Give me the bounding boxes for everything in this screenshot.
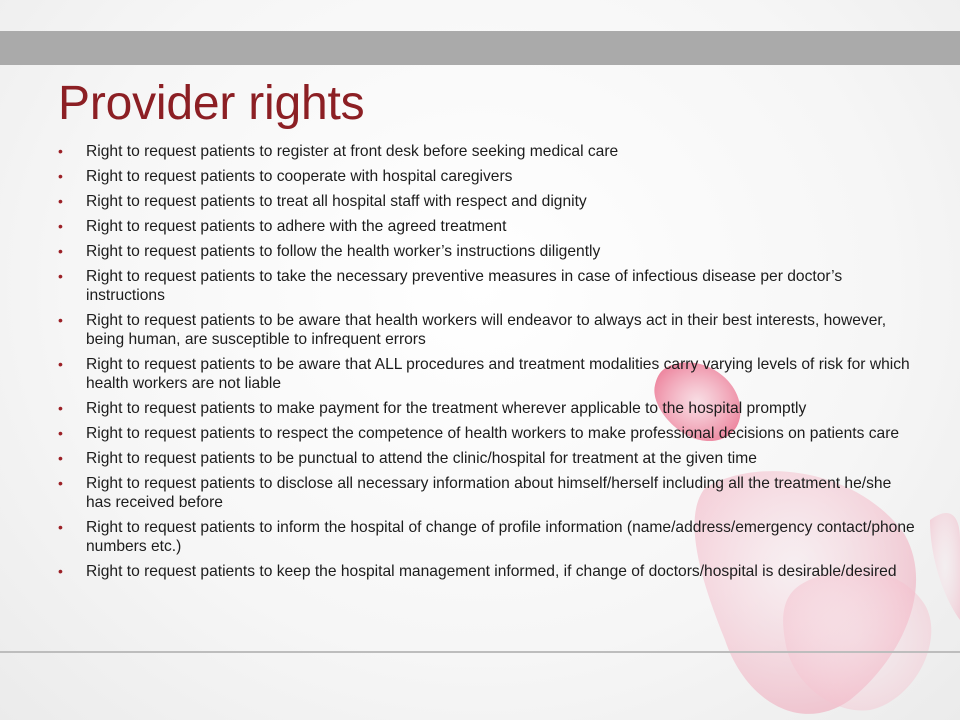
bullet-list (58, 142, 918, 587)
bullet-item (58, 192, 918, 211)
bullet-dot-icon: • (58, 193, 63, 209)
bullet-dot-icon: • (58, 519, 63, 535)
bullet-dot-icon: • (58, 218, 63, 234)
slide-title: Provider rights (58, 77, 365, 130)
bullet-item (58, 167, 918, 186)
bullet-dot-icon: • (58, 400, 63, 416)
bullet-item (58, 424, 918, 443)
bullet-text: Right to request patients to adhere with the agreed treatment (86, 218, 507, 235)
bullet-dot-icon: • (58, 312, 63, 328)
bullet-text: Right to request patients to disclose all necessary information about himself/herself including all the treatment he/she has received before (86, 475, 892, 511)
bullet-dot-icon: • (58, 356, 63, 372)
bullet-text: Right to request patients to keep the hospital management informed, if change of doctors/hospital is desirable/desired (86, 563, 897, 580)
bullet-text: Right to request patients to treat all hospital staff with respect and dignity (86, 193, 587, 210)
bullet-text: Right to request patients to be aware that health workers will endeavor to always act in their best interests, however, being human, are susceptible to infrequent errors (86, 312, 887, 348)
bullet-text: Right to request patients to inform the hospital of change of profile information (name/address/emergency contact/phone numbers etc.) (86, 519, 915, 555)
bullet-dot-icon: • (58, 143, 63, 159)
bullet-text: Right to request patients to make payment for the treatment wherever applicable to the hospital promptly (86, 400, 807, 417)
bullet-dot-icon: • (58, 243, 63, 259)
bullet-item (58, 242, 918, 261)
bottom-rule (0, 651, 960, 653)
petal-edge (930, 513, 960, 620)
bullet-item (58, 518, 918, 556)
bullet-dot-icon: • (58, 168, 63, 184)
bullet-text: Right to request patients to respect the competence of health workers to make professional decisions on patients care (86, 425, 900, 442)
bullet-dot-icon: • (58, 425, 63, 441)
bullet-dot-icon: • (58, 563, 63, 579)
bullet-dot-icon: • (58, 268, 63, 284)
bullet-item (58, 355, 918, 393)
bullet-item (58, 311, 918, 349)
bullet-item (58, 142, 918, 161)
bullet-text: Right to request patients to be punctual to attend the clinic/hospital for treatment at the given time (86, 450, 757, 467)
bullet-text: Right to request patients to follow the health worker’s instructions diligently (86, 243, 601, 260)
bullet-item (58, 267, 918, 305)
bullet-item (58, 217, 918, 236)
bullet-text: Right to request patients to take the necessary preventive measures in case of infectious disease per doctor’s instructions (86, 268, 843, 304)
bullet-text: Right to request patients to cooperate with hospital caregivers (86, 168, 513, 185)
bullet-text: Right to request patients to be aware that ALL procedures and treatment modalities carry varying levels of risk for which health workers are not liable (86, 356, 910, 392)
bullet-item (58, 399, 918, 418)
bullet-item (58, 449, 918, 468)
bullet-item (58, 562, 918, 581)
bullet-dot-icon: • (58, 475, 63, 491)
bullet-item (58, 474, 918, 512)
bullet-dot-icon: • (58, 450, 63, 466)
bullet-text: Right to request patients to register at front desk before seeking medical care (86, 143, 619, 160)
